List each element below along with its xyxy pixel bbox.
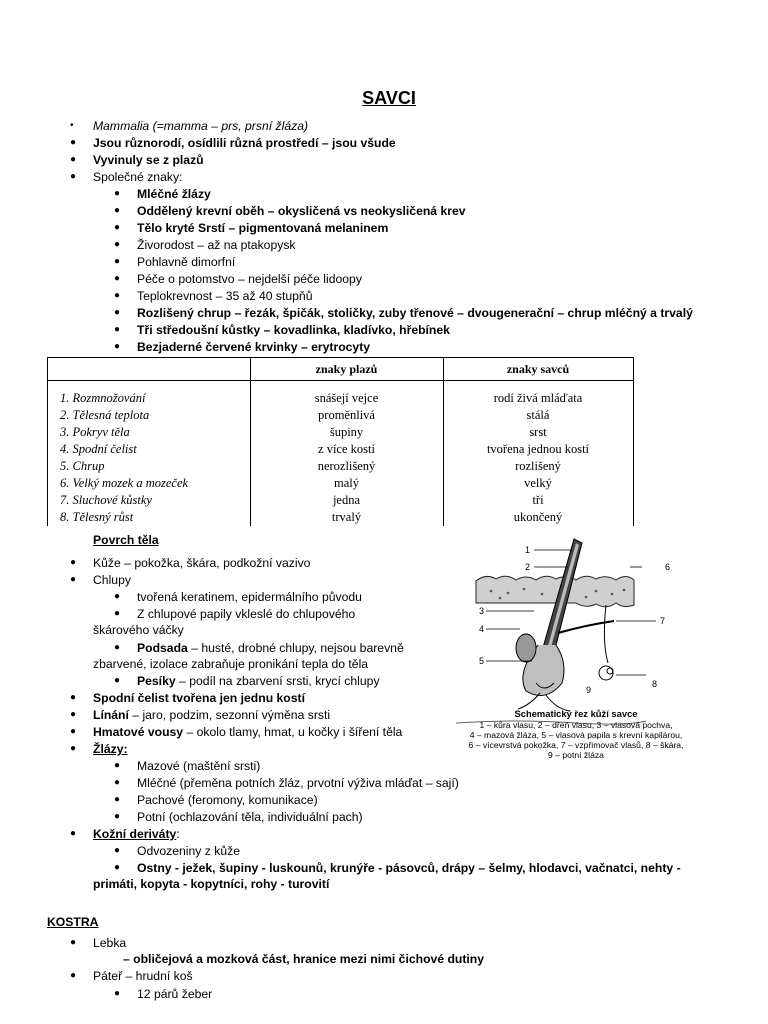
surface-subitem: [137, 641, 404, 656]
surface-item: Chlupy: [93, 573, 131, 587]
figure-caption-line: 6 – vícevrstvá pokožka, 7 – vzpřimovač vlasů, 8 – škára,: [468, 740, 684, 750]
skeleton-desc-text: – obličejová a mozková část, hranice mezi nimi čichové dutiny: [123, 952, 485, 966]
bullet-icon: ●: [114, 290, 121, 301]
table-cell: jedna: [332, 493, 361, 507]
bullet-icon: ●: [114, 222, 121, 233]
bullet-icon: ●: [114, 862, 121, 873]
figure-label: 4: [479, 624, 485, 634]
trait-item: Péče o potomstvo – nejdelší péče lidoopy: [137, 272, 362, 286]
bullet-icon: ●: [114, 777, 121, 788]
figure-label: 8: [652, 679, 658, 689]
glands-heading: Žlázy:: [93, 742, 128, 756]
bullet-icon: ●: [114, 273, 121, 284]
intro-item: Společné znaky:: [93, 170, 183, 184]
table-row-label: 8. Tělesný růst: [60, 510, 134, 524]
gland-item: Mazové (maštění srsti): [137, 759, 261, 773]
trait-item: Živorodost – až na ptakopysk: [137, 238, 296, 252]
table-cell: tři: [532, 493, 544, 507]
bullet-icon: ●: [114, 205, 121, 216]
table-cell: malý: [334, 476, 359, 490]
bullet-icon: ●: [70, 137, 77, 148]
page-title: SAVCI: [362, 88, 416, 108]
surface-subitem: tvořená keratinem, epidermálního původu: [137, 590, 362, 604]
surface-item: [93, 708, 330, 723]
intro-item: Vyvinuly se z plazů: [93, 153, 204, 167]
table-cell: trvalý: [331, 510, 362, 524]
bullet-icon: ●: [114, 307, 121, 318]
surface-subitem-cont: škárového váčky: [93, 623, 184, 637]
bullet-icon: ●: [70, 743, 77, 754]
table-cell: rozlišený: [515, 459, 561, 473]
trait-item: Tělo kryté Srstí – pigmentovaná melaninem: [137, 221, 389, 235]
table-row-label: 1. Rozmnožování: [60, 391, 146, 405]
trait-item: Tři středoušní kůstky – kovadlinka, kladívko, hřebínek: [137, 323, 450, 337]
bullet-icon: ●: [114, 591, 121, 602]
figure-label: 3: [479, 606, 485, 616]
bullet-icon: ●: [70, 709, 77, 720]
derivative-item: Odvozeniny z kůže: [137, 844, 240, 858]
derivative-item-cont: primáti, kopyta - kopytníci, rohy - turovití: [93, 877, 330, 891]
bullet-icon: ●: [114, 845, 121, 856]
table-cell: stálá: [526, 408, 550, 422]
table-row-label: 2. Tělesná teplota: [60, 408, 150, 422]
bullet-icon: ●: [114, 811, 121, 822]
table-header: znaky plazů: [315, 362, 378, 376]
bullet-icon: ●: [70, 574, 77, 585]
gland-item: Mléčné (přeměna potních žláz, prvotní výživa mláďat – sají): [137, 776, 459, 790]
bullet-icon: ●: [114, 794, 121, 805]
term-desc: – okolo tlamy, hmat, u kočky i šíření těla: [183, 725, 403, 739]
figure-label: 1: [525, 545, 531, 555]
figure-label: 9: [586, 685, 592, 695]
surface-item: [93, 725, 402, 740]
term: Línání: [93, 708, 129, 722]
bullet-icon: ●: [114, 324, 121, 335]
surface-item: Kůže – pokožka, škára, podkožní vazivo: [93, 556, 311, 570]
figure-caption-line: 9 – potní žláza: [548, 750, 604, 760]
table-cell: ukončený: [513, 510, 563, 524]
figure-label: 2: [525, 562, 531, 572]
term-desc: – husté, drobné chlupy, nejsou barevně: [187, 641, 404, 655]
figure-caption-title: Schematický řez kůží savce: [514, 708, 638, 719]
skeleton-subitem: 12 párů žeber: [137, 987, 213, 1001]
bullet-icon: ●: [70, 726, 77, 737]
trait-item: Bezjaderné červené krvinky – erytrocyty: [137, 340, 371, 354]
bullet-icon: ●: [70, 154, 77, 165]
bullet-icon: ●: [70, 970, 77, 981]
bullet-icon: ●: [70, 937, 77, 948]
bullet-icon: ●: [70, 692, 77, 703]
surface-subitem: [137, 674, 380, 689]
table-cell: velký: [524, 476, 552, 490]
term: Podsada: [137, 641, 188, 655]
derivatives-heading: [93, 827, 180, 842]
term-desc: – jaro, podzim, sezonní výměna srsti: [128, 708, 331, 722]
table-cell: proměnlivá: [318, 408, 375, 422]
trait-item: Teplokrevnost – 35 až 40 stupňů: [137, 289, 313, 303]
surface-subitem: Z chlupové papily vkleslé do chlupového: [137, 607, 356, 621]
table-cell: rodí živá mláďata: [493, 391, 583, 405]
bullet-icon: ●: [70, 828, 77, 839]
table-row-label: 7. Sluchové kůstky: [60, 493, 152, 507]
intro-item: Mammalia (=mamma – prs, prsní žláza): [93, 119, 309, 133]
bullet-icon: ●: [114, 760, 121, 771]
table-cell: srst: [529, 425, 547, 439]
comparison-table: [47, 357, 634, 526]
table-cell: šupiny: [329, 425, 364, 439]
bullet-icon: •: [70, 120, 74, 131]
bullet-icon: ●: [114, 341, 121, 352]
bullet-icon: ●: [114, 988, 121, 999]
term: Pesíky: [137, 674, 176, 688]
bullet-icon: ●: [114, 256, 121, 267]
table-cell: snášejí vejce: [314, 391, 379, 405]
colon: :: [176, 827, 180, 841]
figure-caption-line: 4 – mazová žláza, 5 – vlasová papila s krevní kapilárou,: [469, 730, 683, 740]
table-row-label: 5. Chrup: [60, 459, 105, 473]
gland-item: Pachové (feromony, komunikace): [137, 793, 318, 807]
section-heading-surface: Povrch těla: [93, 533, 159, 547]
table-cell: nerozlišený: [317, 459, 376, 473]
bullet-icon: ●: [114, 642, 121, 653]
table-cell: tvořena jednou kostí: [486, 442, 590, 456]
bullet-icon: ●: [114, 608, 121, 619]
bullet-icon: ●: [114, 239, 121, 250]
table-header: znaky savců: [506, 362, 570, 376]
table-row-label: 6. Velký mozek a mozeček: [60, 476, 189, 490]
figure-label: 5: [479, 656, 485, 666]
term: Kožní deriváty: [93, 827, 177, 841]
intro-item: Jsou různorodí, osídlili různá prostředí – jsou všude: [93, 136, 396, 150]
table-row-label: 3. Pokryv těla: [60, 425, 130, 439]
bullet-icon: ●: [114, 675, 121, 686]
section-heading-skeleton: KOSTRA: [47, 915, 99, 929]
term-desc: – podíl na zbarvení srsti, krycí chlupy: [175, 674, 380, 688]
surface-item: Spodní čelist tvořena jen jednu kostí: [93, 691, 305, 705]
bullet-icon: ●: [70, 557, 77, 568]
skeleton-item-desc: [123, 952, 484, 967]
bullet-icon: ●: [114, 188, 121, 199]
surface-subitem-cont: zbarvené, izolace zabraňuje pronikání tepla do těla: [93, 657, 369, 671]
derivative-item: Ostny - ježek, šupiny - luskounů, krunýře - pásovců, drápy – šelmy, hlodavci, vačnatci, nehty -: [137, 861, 681, 875]
table-cell: z více kostí: [318, 442, 375, 456]
figure-label: 6: [665, 562, 671, 572]
figure-caption-line: 1 – kůra vlasu, 2 – dřeň vlasu, 3 – vlasová pochva,: [479, 720, 673, 730]
trait-item: Pohlavně dimorfní: [137, 255, 236, 269]
skeleton-item: Lebka: [93, 936, 127, 950]
trait-item: Mléčné žlázy: [137, 187, 211, 201]
term: Hmatové vousy: [93, 725, 184, 739]
trait-item: Rozlišený chrup – řezák, špičák, stoličky, zuby třenové – dvougenerační – chrup mléčný a trvalý: [137, 306, 693, 320]
gland-item: Potní (ochlazování těla, individuální pach): [137, 810, 363, 824]
bullet-icon: ●: [70, 171, 77, 182]
skeleton-item: Páteř – hrudní koš: [93, 969, 193, 983]
trait-item: Oddělený krevní oběh – okysličená vs neokysličená krev: [137, 204, 466, 218]
table-row-label: 4. Spodní čelist: [60, 442, 137, 456]
figure-label: 7: [660, 616, 666, 626]
